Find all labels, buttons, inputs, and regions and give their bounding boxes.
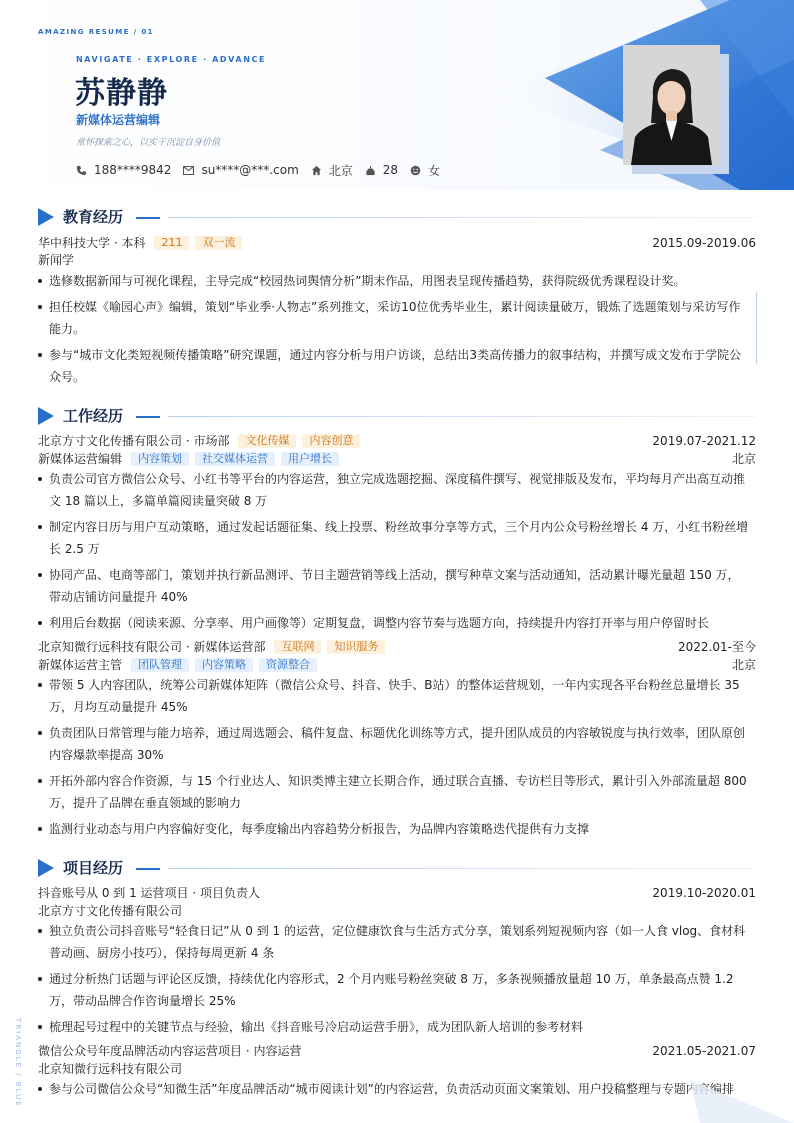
school-tag: 211 [154,236,189,250]
side-divider [756,292,757,364]
education-header-row [38,235,756,251]
home-icon [311,165,322,176]
mail-icon [183,166,194,175]
job-role-row [38,451,756,467]
side-watermark-text: TRIANGLE / BLUE [14,1018,22,1108]
section-dash [136,416,160,418]
section-dash [136,217,160,219]
contact-email [183,163,298,177]
contact-age [365,163,398,177]
portrait-image [623,45,720,165]
list-item: 协同产品、电商等部门，策划并执行新品测评、节日主题营销等线上活动，撰写种草文案与活动通知，活动累计曝光量超 150 万，带动店铺访问量提升 40% [38,564,750,608]
resume-header [0,0,794,190]
job-period: 2019.07-2021.12 [652,434,756,448]
resume-nav-tag: NAVIGATE · EXPLORE · ADVANCE [76,55,267,64]
list-item: 参与公司微信公众号“知微生活”年度品牌活动“城市阅读计划”的内容运营，负责活动页面文案策划、用户投稿整理与专题内容编排 [38,1078,750,1100]
company-tag: 知识服务 [327,640,385,654]
job-role: 新媒体运营主管 [38,658,123,672]
section-dash [136,868,160,870]
role-tag: 内容策略 [195,658,253,672]
triangle-bullet-icon [38,407,54,425]
company-name: 北京知微行远科技有限公司 · 新媒体运营部 [38,640,266,654]
project-name: 微信公众号年度品牌活动内容运营项目 · 内容运营 [38,1044,302,1058]
job-header-row [38,433,756,449]
list-item: 带领 5 人内容团队，统筹公司新媒体矩阵（微信公众号、抖音、快手、B站）的整体运营规划，一年内实现各平台粉丝总量增长 35 万，月均互动量提升 45% [38,674,750,718]
list-item: 梳理起号过程中的关键节点与经验，输出《抖音账号冷启动运营手册》，成为团队新人培训的参考材料 [38,1016,750,1038]
job-location: 北京 [731,452,756,466]
job-period: 2022.01-至今 [678,640,756,654]
project-period: 2019.10-2020.01 [652,886,756,900]
company-tag: 文化传媒 [238,434,296,448]
corner-triangle-decor [690,1060,794,1123]
job-title: 新媒体运营编辑 [76,113,161,127]
city-value: 北京 [328,163,353,178]
project-period: 2021.05-2021.07 [652,1044,756,1058]
contact-city [311,162,353,179]
job-location: 北京 [731,658,756,672]
contact-phone [76,163,171,177]
section-title: 教育经历 [63,208,124,226]
project-name: 抖音账号从 0 到 1 运营项目 · 项目负责人 [38,886,260,900]
email-value: su****@***.com [201,163,299,177]
list-item: 担任校媒《喻园心声》编辑，策划“毕业季·人物志”系列推文，采访10位优秀毕业生，累计阅读量破万，锻炼了选题策划与采访写作能力。 [38,296,750,340]
company-tag: 内容创意 [302,434,360,448]
role-tag: 资源整合 [259,658,317,672]
list-item: 参与“城市文化类短视频传播策略”研究课题，通过内容分析与用户访谈，总结出3类高传播力的叙事结构，并撰写成文发布于学院公众号。 [38,344,750,388]
job-role: 新媒体运营编辑 [38,452,123,466]
section-divider [168,416,756,417]
project-org-row [38,903,756,919]
company-tag: 互联网 [274,640,321,654]
list-item: 通过分析热门话题与评论区反馈，持续优化内容形式，2 个月内账号粉丝突破 8 万，多条视频播放量超 10 万，单条最高点赞 1.2 万，带动品牌合作咨询量增长 25% [38,968,750,1012]
section-divider [168,868,756,869]
role-tag: 用户增长 [281,452,339,466]
resume-top-tag: AMAZING RESUME / 01 [38,28,154,36]
project-org: 北京知微行远科技有限公司 [38,1062,183,1076]
role-tag: 社交媒体运营 [195,452,275,466]
major: 新闻学 [38,253,75,267]
education-period: 2015.09-2019.06 [652,236,756,250]
triangle-bullet-icon [38,859,54,877]
avatar-photo [623,45,720,165]
project-header-row [38,1043,756,1059]
age-value: 28 [382,163,399,177]
section-work [38,405,756,427]
contact-bar [76,162,452,178]
project-header-row [38,885,756,901]
motto: 常怀探索之心，以实干沉淀自身价值 [76,138,221,148]
list-item: 选修数据新闻与可视化课程，主导完成“校园热词舆情分析”期末作品，用图表呈现传播趋势，获得院级优秀课程设计奖。 [38,270,750,292]
section-title: 项目经历 [63,859,124,877]
list-item: 制定内容日历与用户互动策略，通过发起话题征集、线上投票、粉丝故事分享等方式，三个月内公众号粉丝增长 4 万，小红书粉丝增长 2.5 万 [38,516,750,560]
phone-value: 188****9842 [94,163,172,177]
project-org: 北京方寸文化传播有限公司 [38,904,183,918]
list-item: 利用后台数据（阅读来源、分享率、用户画像等）定期复盘，调整内容节奏与选题方向，持续提升内容打开率与用户停留时长 [38,612,750,634]
role-tag: 内容策划 [131,452,189,466]
role-tag: 团队管理 [131,658,189,672]
job-role-row [38,657,756,673]
section-education [38,206,756,228]
triangle-bullet-icon [38,208,54,226]
section-divider [168,217,756,218]
candidate-name: 苏静静 [75,76,168,111]
smile-icon [410,165,421,176]
school-name: 华中科技大学 · 本科 [38,236,146,250]
list-item: 负责团队日常管理与能力培养，通过周选题会、稿件复盘、标题优化训练等方式，提升团队成员的内容敏锐度与执行效率，团队原创内容爆款率提高 30% [38,722,750,766]
phone-icon [76,165,87,176]
list-item: 监测行业动态与用户内容偏好变化，每季度输出内容趋势分析报告，为品牌内容策略迭代提供有力支撑 [38,818,750,840]
list-item: 独立负责公司抖音账号“轻食日记”从 0 到 1 的运营，定位健康饮食与生活方式分享，策划系列短视频内容（如一人食 vlog、食材科普动画、厨房小技巧），保持每周更新 4 条 [38,920,750,964]
cake-icon [365,165,376,176]
school-tag: 双一流 [195,236,242,250]
list-item: 负责公司官方微信公众号、小红书等平台的内容运营，独立完成选题挖掘、深度稿件撰写、视觉排版及发布，平均每月产出高互动推文 18 篇以上，多篇单篇阅读量突破 8 万 [38,468,750,512]
contact-gender [410,162,440,179]
education-major-row [38,252,756,268]
list-item: 开拓外部内容合作资源，与 15 个行业达人、知识类博主建立长期合作，通过联合直播、专访栏目等形式，累计引入外部流量超 800 万，提升了品牌在垂直领域的影响力 [38,770,750,814]
gender-value: 女 [428,163,441,178]
section-title: 工作经历 [63,407,124,425]
company-name: 北京方寸文化传播有限公司 · 市场部 [38,434,230,448]
project-org-row [38,1061,756,1077]
job-header-row [38,639,756,655]
section-projects [38,857,756,879]
